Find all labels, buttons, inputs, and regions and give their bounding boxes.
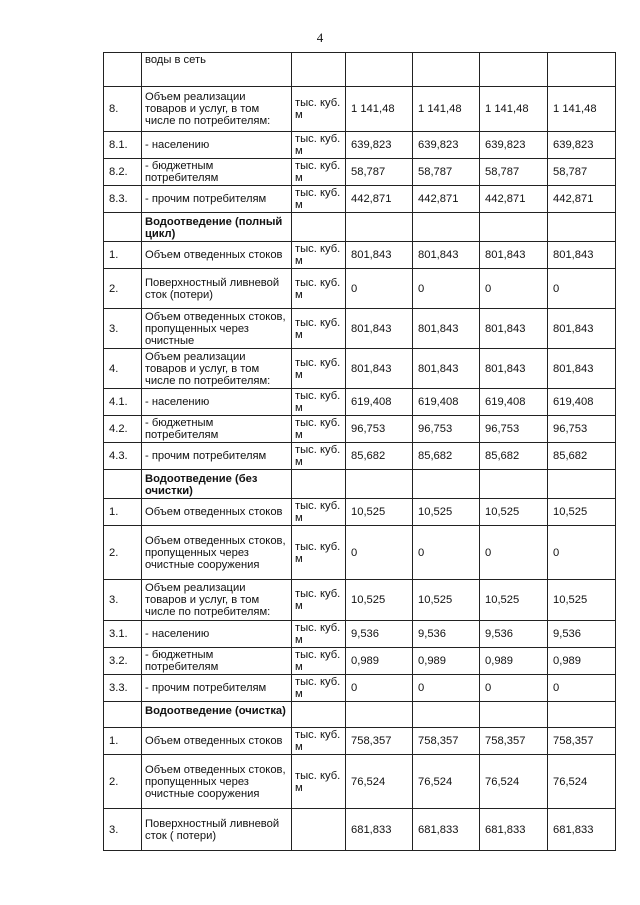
row-value-col3: 0 (480, 269, 548, 309)
table-row (104, 728, 616, 755)
row-value-col1: 442,871 (346, 186, 413, 213)
row-unit (292, 213, 346, 242)
row-value-col3 (480, 702, 548, 728)
row-value-col4 (548, 470, 616, 499)
row-value-col2: 758,357 (413, 728, 480, 755)
table-row (104, 159, 616, 186)
table-row (104, 132, 616, 159)
row-value-col1: 0 (346, 526, 413, 580)
table-row (104, 87, 616, 132)
table-row (104, 186, 616, 213)
row-value-col2: 58,787 (413, 159, 480, 186)
row-value-col1: 758,357 (346, 728, 413, 755)
row-indicator-name: - населению (142, 132, 292, 159)
row-number: 3.2. (104, 648, 142, 675)
row-value-col1: 10,525 (346, 580, 413, 621)
row-value-col1 (346, 53, 413, 87)
row-unit: тыс. куб. м (292, 416, 346, 443)
section-header-row (104, 702, 616, 728)
row-indicator-name: - населению (142, 389, 292, 416)
row-value-col1: 58,787 (346, 159, 413, 186)
row-value-col3: 10,525 (480, 499, 548, 526)
table-row (104, 499, 616, 526)
row-number: 3. (104, 309, 142, 349)
table-row (104, 53, 616, 87)
table-row (104, 416, 616, 443)
row-unit: тыс. куб. м (292, 349, 346, 389)
row-value-col2 (413, 53, 480, 87)
row-value-col4: 801,843 (548, 349, 616, 389)
row-value-col3: 0,989 (480, 648, 548, 675)
row-indicator-name: Объем реализации товаров и услуг, в том числе по потребителям: (142, 349, 292, 389)
row-value-col1: 10,525 (346, 499, 413, 526)
row-indicator-name: Объем отведенных стоков, пропущенных через очистные сооружения (142, 755, 292, 809)
row-value-col1: 96,753 (346, 416, 413, 443)
row-value-col4: 0 (548, 675, 616, 702)
section-header-row (104, 213, 616, 242)
row-indicator-name: - населению (142, 621, 292, 648)
row-unit: тыс. куб. м (292, 648, 346, 675)
row-number: 3. (104, 809, 142, 851)
row-indicator-name: Объем отведенных стоков (142, 242, 292, 269)
row-value-col3: 9,536 (480, 621, 548, 648)
row-indicator-name: Объем отведенных стоков, пропущенных через очистные сооружения (142, 526, 292, 580)
row-indicator-name: Водоотведение (без очистки) (142, 470, 292, 499)
row-value-col3: 0 (480, 675, 548, 702)
row-value-col2: 9,536 (413, 621, 480, 648)
row-value-col4 (548, 702, 616, 728)
row-indicator-name: - прочим потребителям (142, 443, 292, 470)
row-indicator-name: Объем реализации товаров и услуг, в том числе по потребителям: (142, 580, 292, 621)
row-value-col1: 85,682 (346, 443, 413, 470)
row-value-col2: 801,843 (413, 349, 480, 389)
row-value-col2: 0,989 (413, 648, 480, 675)
table-row (104, 269, 616, 309)
row-value-col4: 801,843 (548, 242, 616, 269)
row-unit (292, 53, 346, 87)
row-value-col2: 10,525 (413, 580, 480, 621)
table-body (104, 53, 616, 851)
row-value-col1: 681,833 (346, 809, 413, 851)
row-number (104, 470, 142, 499)
table-row (104, 526, 616, 580)
table-row (104, 580, 616, 621)
row-value-col4: 442,871 (548, 186, 616, 213)
row-value-col1: 801,843 (346, 349, 413, 389)
row-number: 3.3. (104, 675, 142, 702)
row-value-col1: 0 (346, 269, 413, 309)
row-value-col1 (346, 470, 413, 499)
row-number (104, 213, 142, 242)
row-number: 4. (104, 349, 142, 389)
row-indicator-name: - прочим потребителям (142, 186, 292, 213)
row-value-col4: 58,787 (548, 159, 616, 186)
row-unit (292, 809, 346, 851)
row-value-col1: 801,843 (346, 309, 413, 349)
row-value-col4: 0 (548, 269, 616, 309)
row-indicator-name: Объем реализации товаров и услуг, в том числе по потребителям: (142, 87, 292, 132)
row-value-col3: 0 (480, 526, 548, 580)
row-value-col2: 0 (413, 269, 480, 309)
row-value-col4 (548, 213, 616, 242)
row-number: 2. (104, 269, 142, 309)
row-value-col2: 801,843 (413, 242, 480, 269)
row-value-col4: 0,989 (548, 648, 616, 675)
row-number: 8. (104, 87, 142, 132)
row-indicator-name: - бюджетным потребителям (142, 416, 292, 443)
row-value-col1: 0,989 (346, 648, 413, 675)
row-unit (292, 470, 346, 499)
row-value-col4: 1 141,48 (548, 87, 616, 132)
row-number: 3. (104, 580, 142, 621)
row-indicator-name: Поверхностный ливневой сток (потери) (142, 269, 292, 309)
table-row (104, 389, 616, 416)
table-row (104, 755, 616, 809)
row-value-col3 (480, 213, 548, 242)
row-unit: тыс. куб. м (292, 269, 346, 309)
row-unit: тыс. куб. м (292, 443, 346, 470)
row-value-col3 (480, 470, 548, 499)
row-unit: тыс. куб. м (292, 132, 346, 159)
row-number: 8.1. (104, 132, 142, 159)
row-value-col4: 9,536 (548, 621, 616, 648)
row-value-col1: 9,536 (346, 621, 413, 648)
row-unit (292, 702, 346, 728)
row-value-col3: 801,843 (480, 242, 548, 269)
row-number: 8.3. (104, 186, 142, 213)
row-value-col1 (346, 213, 413, 242)
row-value-col3: 619,408 (480, 389, 548, 416)
row-value-col2 (413, 702, 480, 728)
row-value-col3: 442,871 (480, 186, 548, 213)
row-number: 8.2. (104, 159, 142, 186)
table-row (104, 349, 616, 389)
row-value-col1: 0 (346, 675, 413, 702)
row-value-col4: 76,524 (548, 755, 616, 809)
row-value-col2: 442,871 (413, 186, 480, 213)
row-value-col2: 0 (413, 526, 480, 580)
row-value-col4: 619,408 (548, 389, 616, 416)
row-value-col4: 85,682 (548, 443, 616, 470)
row-value-col2: 76,524 (413, 755, 480, 809)
row-value-col2: 1 141,48 (413, 87, 480, 132)
row-value-col4 (548, 53, 616, 87)
row-value-col2: 639,823 (413, 132, 480, 159)
row-number: 1. (104, 499, 142, 526)
page-number: 4 (316, 30, 324, 45)
row-value-col3: 639,823 (480, 132, 548, 159)
table-row (104, 675, 616, 702)
row-value-col3: 681,833 (480, 809, 548, 851)
row-number: 1. (104, 728, 142, 755)
table-row (104, 309, 616, 349)
row-value-col4: 10,525 (548, 580, 616, 621)
row-number: 3.1. (104, 621, 142, 648)
row-unit: тыс. куб. м (292, 621, 346, 648)
row-value-col3: 76,524 (480, 755, 548, 809)
row-unit: тыс. куб. м (292, 389, 346, 416)
row-value-col3: 758,357 (480, 728, 548, 755)
row-unit: тыс. куб. м (292, 755, 346, 809)
row-value-col1: 1 141,48 (346, 87, 413, 132)
row-value-col2: 96,753 (413, 416, 480, 443)
row-value-col4: 801,843 (548, 309, 616, 349)
table-row (104, 648, 616, 675)
row-value-col4: 681,833 (548, 809, 616, 851)
row-unit: тыс. куб. м (292, 580, 346, 621)
row-unit: тыс. куб. м (292, 186, 346, 213)
row-value-col1: 639,823 (346, 132, 413, 159)
row-indicator-name: Объем отведенных стоков (142, 728, 292, 755)
row-indicator-name: - прочим потребителям (142, 675, 292, 702)
row-number: 2. (104, 526, 142, 580)
row-indicator-name: Объем отведенных стоков (142, 499, 292, 526)
row-indicator-name: - бюджетным потребителям (142, 159, 292, 186)
row-unit: тыс. куб. м (292, 309, 346, 349)
row-indicator-name: Водоотведение (полный цикл) (142, 213, 292, 242)
row-value-col3: 85,682 (480, 443, 548, 470)
row-number (104, 53, 142, 87)
row-number: 4.2. (104, 416, 142, 443)
row-value-col4: 96,753 (548, 416, 616, 443)
row-indicator-name: Поверхностный ливневой сток ( потери) (142, 809, 292, 851)
table-row (104, 621, 616, 648)
row-value-col1: 801,843 (346, 242, 413, 269)
row-value-col1: 76,524 (346, 755, 413, 809)
row-unit: тыс. куб. м (292, 526, 346, 580)
row-value-col2: 0 (413, 675, 480, 702)
row-value-col4: 0 (548, 526, 616, 580)
row-value-col4: 639,823 (548, 132, 616, 159)
row-unit: тыс. куб. м (292, 87, 346, 132)
row-value-col2: 619,408 (413, 389, 480, 416)
row-unit: тыс. куб. м (292, 675, 346, 702)
row-unit: тыс. куб. м (292, 728, 346, 755)
table-row (104, 809, 616, 851)
row-unit: тыс. куб. м (292, 242, 346, 269)
row-number: 4.1. (104, 389, 142, 416)
row-value-col3: 10,525 (480, 580, 548, 621)
row-value-col3: 58,787 (480, 159, 548, 186)
row-value-col4: 10,525 (548, 499, 616, 526)
row-value-col3: 1 141,48 (480, 87, 548, 132)
row-number: 1. (104, 242, 142, 269)
row-unit: тыс. куб. м (292, 159, 346, 186)
row-unit: тыс. куб. м (292, 499, 346, 526)
row-value-col2: 681,833 (413, 809, 480, 851)
row-value-col2 (413, 213, 480, 242)
row-value-col2: 10,525 (413, 499, 480, 526)
row-indicator-name: - бюджетным потребителям (142, 648, 292, 675)
row-value-col2: 85,682 (413, 443, 480, 470)
row-value-col3: 801,843 (480, 349, 548, 389)
row-number: 4.3. (104, 443, 142, 470)
row-value-col1 (346, 702, 413, 728)
row-number (104, 702, 142, 728)
row-value-col3: 96,753 (480, 416, 548, 443)
row-value-col2: 801,843 (413, 309, 480, 349)
row-number: 2. (104, 755, 142, 809)
table-row (104, 443, 616, 470)
table-row (104, 242, 616, 269)
row-value-col2 (413, 470, 480, 499)
row-indicator-name: воды в сеть (142, 53, 292, 87)
section-header-row (104, 470, 616, 499)
row-value-col3: 801,843 (480, 309, 548, 349)
row-indicator-name: Водоотведение (очистка) (142, 702, 292, 728)
row-value-col1: 619,408 (346, 389, 413, 416)
data-table (103, 52, 616, 851)
row-value-col4: 758,357 (548, 728, 616, 755)
row-indicator-name: Объем отведенных стоков, пропущенных через очистные (142, 309, 292, 349)
row-value-col3 (480, 53, 548, 87)
